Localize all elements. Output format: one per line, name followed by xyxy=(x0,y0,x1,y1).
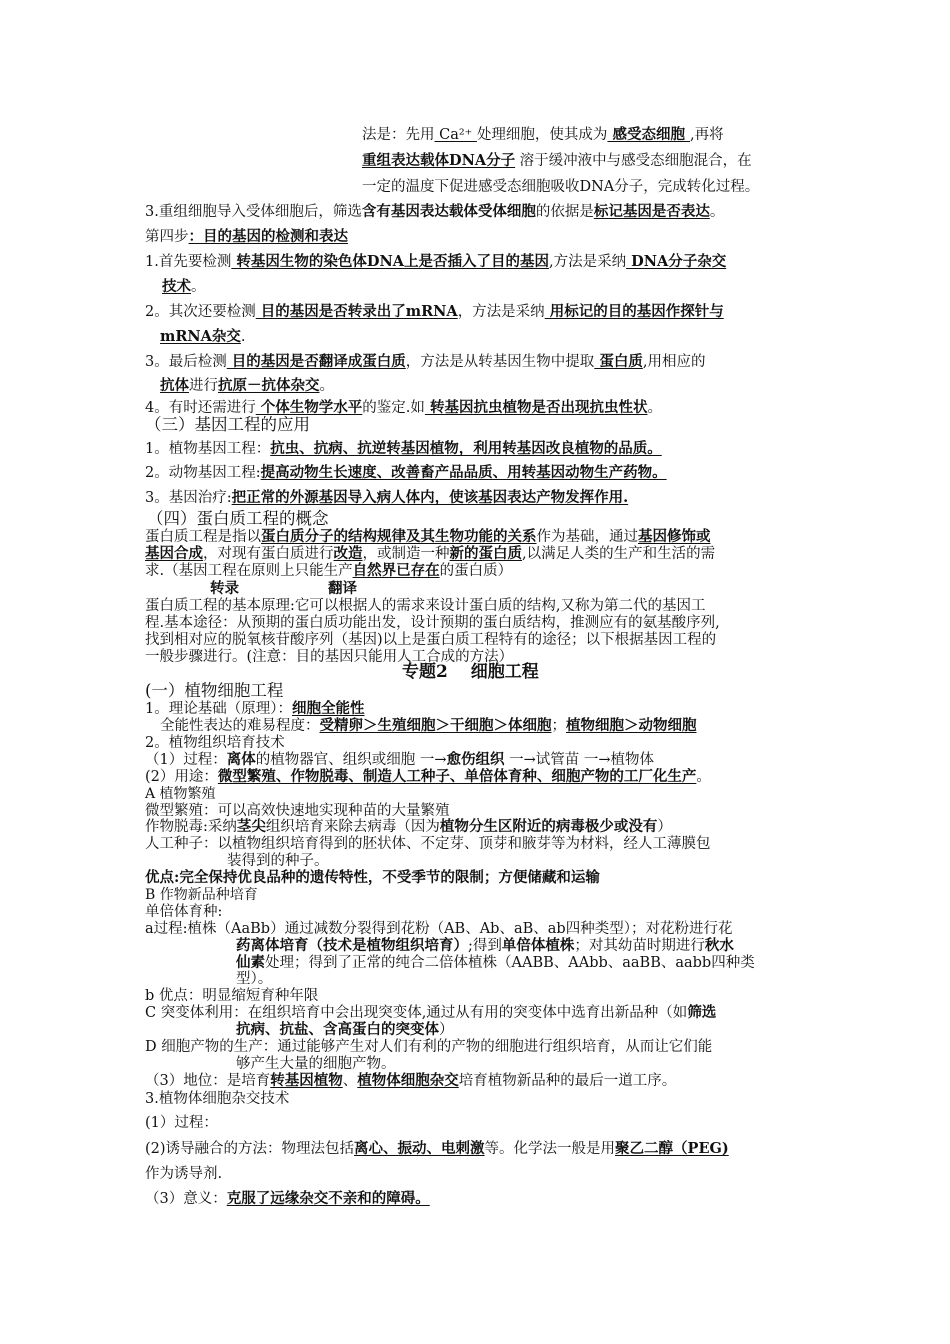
text: 人工种子：以植物组织培育得到的胚状体、不定芽、顶芽和腋芽等为材料，经人工薄膜包 xyxy=(145,836,711,852)
text-line xyxy=(145,903,222,921)
text: ；对其幼苗时期进行 xyxy=(574,938,705,954)
text-line xyxy=(145,734,285,752)
text: 目的基因是否翻译成蛋白质 xyxy=(226,353,406,370)
text: 2。植物组织培育技术 xyxy=(145,735,285,751)
text-line xyxy=(145,920,732,938)
text: 1.首先要检测 xyxy=(145,254,232,270)
text: (1）过程： xyxy=(145,1115,218,1131)
text-line xyxy=(236,937,734,955)
section-heading xyxy=(145,682,283,700)
text: 专题2 细胞工程 xyxy=(402,662,539,682)
text-line xyxy=(145,303,724,321)
text: 转基因生物的染色体DNA上是否插入了目的基因 xyxy=(231,253,549,270)
text: 求.（基因工程在原则上只能生产 xyxy=(145,563,353,579)
text: 抗体 xyxy=(160,377,189,394)
text: 全能性表达的难易程度： xyxy=(160,718,320,734)
text: 愈伤组织 xyxy=(446,751,505,768)
text-line xyxy=(362,152,752,170)
text: 克服了远缘杂交不亲和的障碍。 xyxy=(226,1190,430,1207)
text: 蛋白质工程的基本原理:它可以根据人的需求来设计蛋白质的结构,又称为第二代的基因工 xyxy=(145,598,706,614)
text: 细胞全能性 xyxy=(291,700,365,717)
text-line xyxy=(145,1090,289,1108)
text: 聚乙二醇（PEG) xyxy=(615,1140,729,1157)
text: 1。植物基因工程： xyxy=(145,441,271,457)
process-label xyxy=(328,580,357,598)
text: 受精卵＞生殖细胞＞干细胞＞体细胞 xyxy=(319,717,552,734)
text: 、 xyxy=(342,1073,358,1089)
text: 蛋白质 xyxy=(594,353,643,370)
text: 作为诱导剂. xyxy=(145,1166,223,1182)
text-line xyxy=(145,545,715,563)
text: 离体 xyxy=(226,751,256,768)
text-line xyxy=(145,1190,430,1208)
text-line xyxy=(145,869,600,887)
text: 3.植物体细胞杂交技术 xyxy=(145,1091,290,1107)
text: 抗原－抗体杂交 xyxy=(218,377,320,394)
text: ，方法是采纳 xyxy=(457,304,545,320)
text: (2)诱导融合的方法：物理法包括 xyxy=(145,1141,355,1157)
text-line xyxy=(145,597,706,615)
text: A 植物繁殖 xyxy=(145,786,216,802)
text: Ca²⁺ xyxy=(434,127,477,143)
text-line xyxy=(362,178,759,196)
text: 培育植物新品种的最后一道工序。 xyxy=(458,1073,677,1089)
text-line xyxy=(145,818,672,836)
text: 重组表达载体DNA分子 xyxy=(362,152,516,169)
section-heading xyxy=(145,416,310,434)
text: 组织培育来除去病毒（因为 xyxy=(265,819,440,835)
text: 秋水 xyxy=(704,937,734,954)
text-line xyxy=(145,440,662,458)
text: ； xyxy=(551,718,566,734)
text: mRNA杂交 xyxy=(160,328,241,345)
text: 蛋白质工程是指以 xyxy=(145,529,261,545)
text: ，或制造一种 xyxy=(362,546,450,562)
text: 作物脱毒:采纳 xyxy=(145,819,237,835)
text: 的植物器官、组织或细胞 xyxy=(255,752,420,768)
text: 。 xyxy=(191,279,206,295)
text: 处理；得到了正常的纯合二倍体植株（AABB、AAbb、aaBB、aabb四种类 xyxy=(265,955,755,971)
text: 。 xyxy=(319,378,334,394)
text: 把正常的外源基因导入病人体内，使该基因表达产物发挥作用. xyxy=(231,489,629,506)
text: 溶于缓冲液中与感受态细胞混合，在 xyxy=(515,153,752,169)
text-line xyxy=(145,987,318,1005)
text: ） xyxy=(657,819,672,835)
text: 一→ xyxy=(583,752,611,768)
text-line xyxy=(145,835,711,853)
text: 用标记的目的基因作探针与 xyxy=(544,303,724,320)
text: 。 xyxy=(647,400,662,416)
text: 茎尖 xyxy=(236,818,266,835)
text: ，对现有蛋白质进行 xyxy=(203,546,334,562)
text: 4。有时还需进行 xyxy=(145,400,256,416)
text: 第四步 xyxy=(145,229,189,245)
text-line xyxy=(145,1038,712,1056)
text: 技术 xyxy=(162,278,191,295)
text: 转基因植物 xyxy=(270,1072,343,1089)
text: 蛋白质分子的结构规律及其生物功能的关系 xyxy=(261,528,537,545)
text-line xyxy=(145,614,720,632)
text: 转基因抗虫植物是否出现抗虫性状 xyxy=(424,399,648,416)
text: 2。动物基因工程: xyxy=(145,465,261,481)
text-line xyxy=(145,1004,716,1022)
text-line xyxy=(145,768,711,786)
text: 一→试管苗 xyxy=(504,752,584,768)
text-line xyxy=(145,1165,222,1183)
text-line xyxy=(145,1140,729,1158)
text-line xyxy=(236,1055,396,1073)
text-line xyxy=(236,954,755,972)
text: 作为基础，通过 xyxy=(536,529,638,545)
text: 法是：先用 xyxy=(362,127,435,143)
text: 提高动物生长速度、改善畜产品品质、用转基因动物生产药物。 xyxy=(260,464,667,481)
text-line xyxy=(145,631,716,649)
text-line xyxy=(145,203,724,221)
text: (一）植物细胞工程 xyxy=(145,681,284,700)
text: 筛选 xyxy=(687,1004,717,1021)
text: 3.重组细胞导入受体细胞后，筛选 xyxy=(145,204,362,220)
text: ,再将 xyxy=(690,127,724,143)
text: ;得到 xyxy=(468,938,502,954)
text: 。 xyxy=(709,204,725,220)
text: 目的基因是否转录出了mRNA xyxy=(255,303,458,320)
text-line xyxy=(162,278,206,296)
text-line xyxy=(160,377,334,395)
text: 植物分生区附近的病毒极少或没有 xyxy=(439,818,658,835)
text: 够产生大量的细胞产物。 xyxy=(236,1056,396,1072)
text: （3）意义： xyxy=(145,1191,227,1207)
text: ） xyxy=(439,1022,454,1038)
text: DNA分子杂交 xyxy=(626,253,727,270)
text-line xyxy=(145,353,705,371)
text: ，方法是从转基因生物中提取 xyxy=(405,354,595,370)
text-line xyxy=(362,126,724,144)
text: 。 xyxy=(696,769,711,785)
text: （四）蛋白质工程的概念 xyxy=(147,509,329,528)
text-line xyxy=(145,528,711,546)
text-line xyxy=(145,1072,676,1090)
text: 植物体 xyxy=(610,752,655,768)
text: 基因合成 xyxy=(145,545,203,562)
text-line xyxy=(145,562,512,580)
text-line xyxy=(145,253,726,271)
text: 的蛋白质） xyxy=(439,563,513,579)
text: B 作物新品种培育 xyxy=(145,887,258,903)
text: (2）用途： xyxy=(145,769,218,785)
text: C 突变体利用：在组织培育中会出现突变体,通过从有用的突变体中选育出新品种（如 xyxy=(145,1005,688,1021)
text: 装得到的种子。 xyxy=(227,853,329,869)
text: 3。基因治疗: xyxy=(145,490,232,506)
text: 单倍体植株 xyxy=(501,937,575,954)
text: 等。化学法一般是用 xyxy=(484,1141,616,1157)
text: 自然界已存在 xyxy=(352,562,440,579)
text: 微型繁殖：可以高效快速地实现种苗的大量繁殖 xyxy=(145,803,450,819)
text: （3）地位：是培育 xyxy=(145,1073,271,1089)
text: b 优点：明显缩短育种年限 xyxy=(145,988,319,1004)
text: 仙素 xyxy=(236,954,265,971)
text: 程.基本途径：从预期的蛋白质功能出发，设计预期的蛋白质结构，推测应有的氨基酸序列, xyxy=(145,615,720,631)
chapter-title xyxy=(402,663,539,681)
text: 新的蛋白质 xyxy=(449,545,522,562)
text: 标记基因是否表达 xyxy=(593,203,710,220)
text: 2。其次还要检测 xyxy=(145,304,256,320)
text: 改造 xyxy=(333,545,363,562)
text: 翻译 xyxy=(328,580,357,597)
text: 个体生物学水平 xyxy=(255,399,363,416)
text: 药离体培育（技术是植物组织培育） xyxy=(236,937,468,954)
text: 单倍体育种: xyxy=(145,904,223,920)
text: 微型繁殖、作物脱毒、制造人工种子、单倍体育种、细胞产物的工厂化生产 xyxy=(217,768,697,785)
text-line xyxy=(145,751,654,769)
text: 的依据是 xyxy=(535,204,594,220)
text: a过程:植株（AaBb）通过减数分裂得到花粉（AB、Ab、aB、ab四种类型）；对花粉进行花 xyxy=(145,921,733,937)
text: 一般步骤进行。(注意：目的基因只能用人工合成的方法） xyxy=(145,649,514,665)
text: ,以满足人类的生产和生活的需 xyxy=(522,546,716,562)
text: 型）。 xyxy=(236,971,273,987)
section-heading xyxy=(147,510,329,528)
text-line xyxy=(145,785,216,803)
text: ,用相应的 xyxy=(642,354,706,370)
text: （三）基因工程的应用 xyxy=(145,415,310,434)
text: （1）过程： xyxy=(145,752,227,768)
text: 优点:完全保持优良品种的遗传特性，不受季节的限制；方便储藏和运输 xyxy=(145,869,600,886)
text: 含有基因表达载体受体细胞 xyxy=(361,203,536,220)
text: 一定的温度下促进感受态细胞吸收DNA分子，完成转化过程。 xyxy=(362,179,760,195)
text: 转录 xyxy=(210,580,239,597)
text: D 细胞产物的生产：通过能够产生对人们有利的产物的细胞进行组织培育，从而让它们能 xyxy=(145,1039,713,1055)
text: 离心、振动、电刺激 xyxy=(354,1140,485,1157)
text: 的鉴定.如 xyxy=(362,400,425,416)
text: . xyxy=(240,329,246,345)
text-line xyxy=(160,328,246,346)
text: 感受态细胞 xyxy=(607,126,691,143)
text: 找到相对应的脱氧核苷酸序列（基因)以上是蛋白质工程特有的途径；以下根据基因工程的 xyxy=(145,632,717,648)
text: 进行 xyxy=(189,378,218,394)
text-line xyxy=(145,489,628,507)
text-line xyxy=(160,717,697,735)
text-line xyxy=(145,1114,218,1132)
text: 处理细胞，使其成为 xyxy=(476,127,608,143)
text: 1。理论基础（原理）： xyxy=(145,701,292,717)
text: 植物体细胞杂交 xyxy=(357,1072,459,1089)
text: 3。最后检测 xyxy=(145,354,227,370)
text-line xyxy=(227,852,329,870)
text: ：目的基因的检测和表达 xyxy=(188,228,348,245)
text-line xyxy=(145,886,258,904)
text: 基因修饰或 xyxy=(638,528,711,545)
text: ,方法是采纳 xyxy=(548,254,627,270)
text: 抗虫、抗病、抗逆转基因植物，利用转基因改良植物的品质。 xyxy=(270,440,662,457)
text: 一→ xyxy=(419,752,447,768)
text-line xyxy=(145,464,667,482)
text: 植物细胞＞动物细胞 xyxy=(566,717,697,734)
text-line xyxy=(236,1021,454,1039)
text-line xyxy=(236,970,272,988)
process-label xyxy=(210,580,239,598)
text: 抗病、抗盐、含高蛋白的突变体 xyxy=(236,1021,439,1038)
text-line xyxy=(145,700,364,718)
text-line xyxy=(145,228,348,246)
